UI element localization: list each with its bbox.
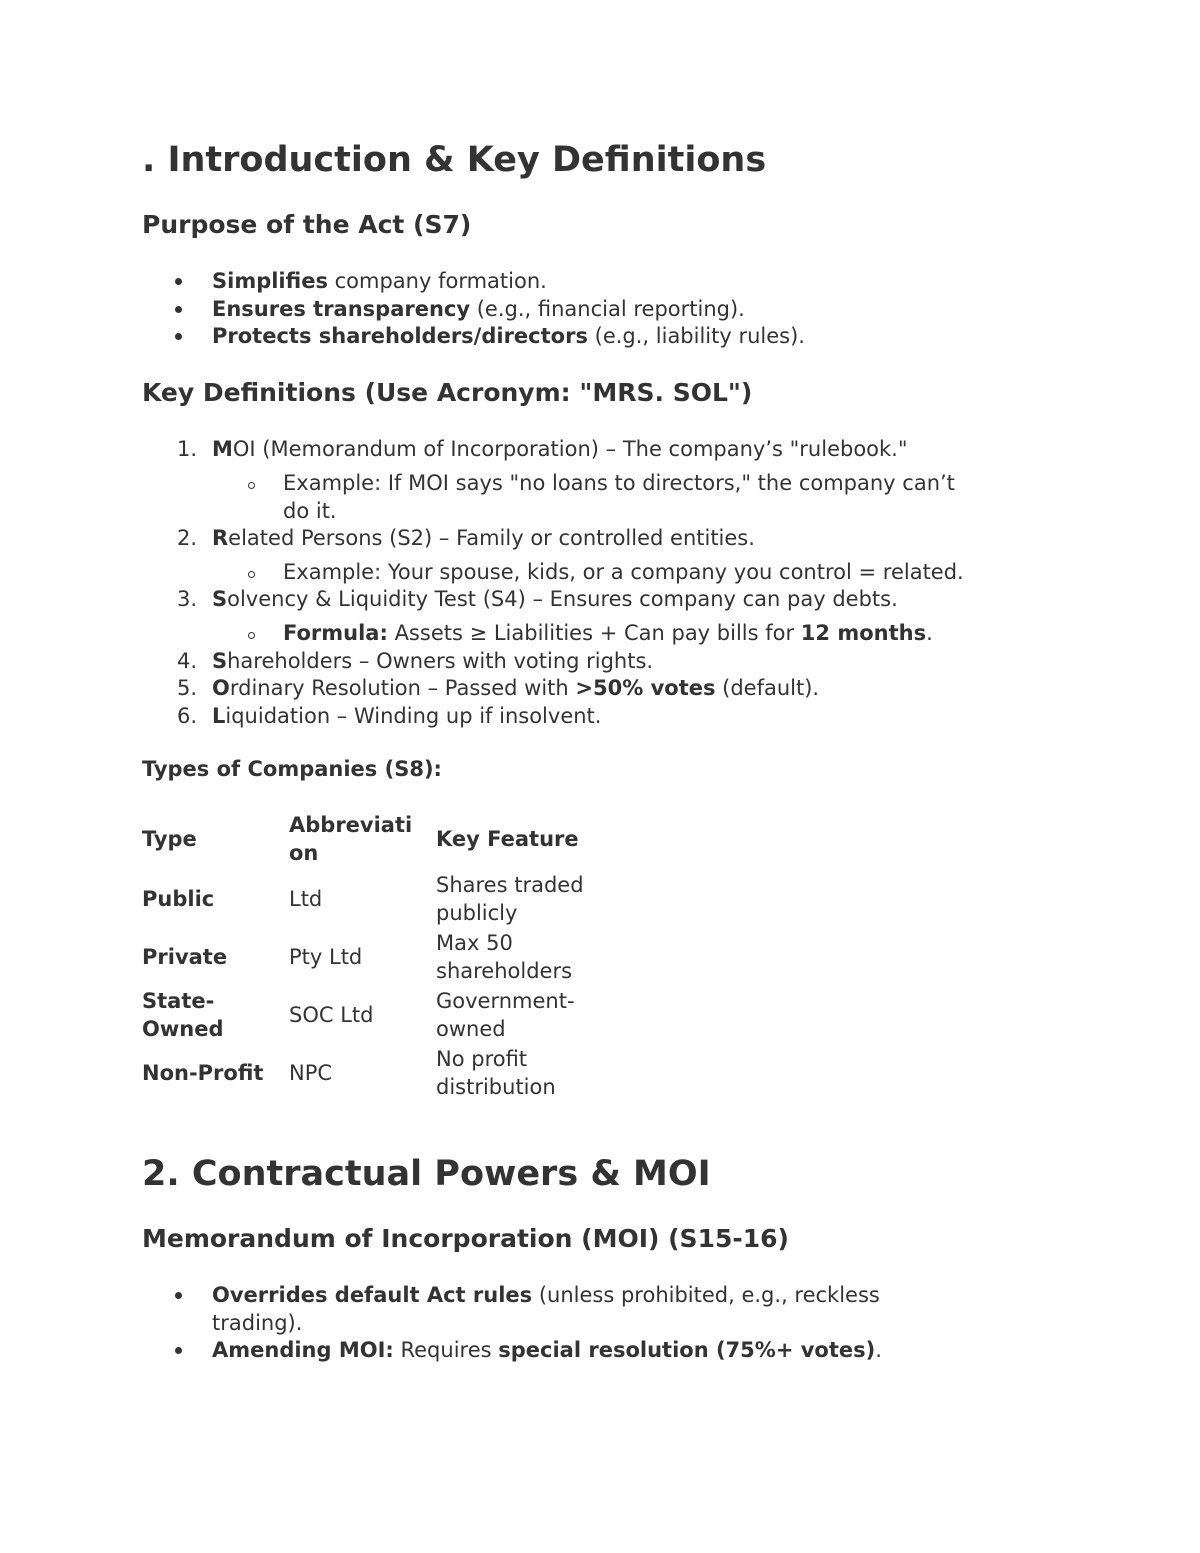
types-heading: Types of Companies (S8): (142, 757, 442, 781)
list-number: 4. (177, 649, 198, 673)
list-item: Liquidation – Winding up if insolvent. (212, 704, 602, 728)
list-number: 2. (177, 526, 198, 550)
bullet-icon (175, 268, 182, 295)
list-subitem: Example: Your spouse, kids, or a company you control = related. (283, 560, 964, 584)
table-cell: State-Owned (142, 989, 224, 1041)
table-cell: SOC Ltd (289, 1003, 374, 1027)
list-number: 1. (177, 437, 198, 461)
list-item: Protects shareholders/directors (e.g., liability rules). (212, 324, 805, 348)
circle-bullet-icon (248, 472, 255, 499)
list-item: Amending MOI: Requires special resolution (75%+ votes). (212, 1338, 882, 1362)
table-cell: Pty Ltd (289, 945, 363, 969)
list-item-cont: trading). (212, 1311, 303, 1335)
bullet-icon (175, 1282, 182, 1309)
company-types-table (142, 808, 616, 1102)
list-number: 3. (177, 587, 198, 611)
table-header-cell: Type (142, 827, 197, 851)
table-cell: Non-Profit (142, 1061, 264, 1085)
list-item: Ensures transparency (e.g., financial reporting). (212, 297, 745, 321)
list-number: 6. (177, 704, 198, 728)
definitions-heading: Key Definitions (Use Acronym: "MRS. SOL") (142, 378, 753, 407)
list-item: Simplifies company formation. (212, 269, 547, 293)
table-row (142, 1044, 616, 1102)
table-cell: Government-owned (436, 989, 575, 1041)
section-2-title: 2. Contractual Powers & MOI (142, 1154, 711, 1194)
circle-bullet-icon (248, 561, 255, 588)
list-item: MOI (Memorandum of Incorporation) – The company’s "rulebook." (212, 437, 908, 461)
list-item: Related Persons (S2) – Family or controlled entities. (212, 526, 755, 550)
list-subitem-cont: do it. (283, 499, 337, 523)
table-cell: Private (142, 945, 228, 969)
table-row (142, 986, 616, 1044)
list-subitem: Formula: Assets ≥ Liabilities + Can pay bills for 12 months. (283, 621, 933, 645)
table-cell: No profit distribution (436, 1047, 556, 1099)
bullet-icon (175, 296, 182, 323)
list-item: Overrides default Act rules (unless prohibited, e.g., reckless (212, 1283, 880, 1307)
list-item: Solvency & Liquidity Test (S4) – Ensures company can pay debts. (212, 587, 898, 611)
list-item: Ordinary Resolution – Passed with >50% votes (default). (212, 676, 820, 700)
bullet-icon (175, 1337, 182, 1364)
table-row (142, 928, 616, 986)
table-cell: Max 50 shareholders (436, 931, 573, 983)
list-subitem: Example: If MOI says "no loans to directors," the company can’t (283, 471, 955, 495)
table-cell: NPC (289, 1061, 333, 1085)
table-cell: Public (142, 887, 215, 911)
table-header-cell: Abbreviati on (289, 813, 413, 865)
list-number: 5. (177, 676, 198, 700)
table-row (142, 870, 616, 928)
table-header-cell: Key Feature (436, 827, 579, 851)
list-item: Shareholders – Owners with voting rights. (212, 649, 654, 673)
table-cell: Ltd (289, 887, 323, 911)
section-1-title: . Introduction & Key Definitions (142, 140, 767, 180)
moi-heading: Memorandum of Incorporation (MOI) (S15-16) (142, 1224, 789, 1253)
bullet-icon (175, 323, 182, 350)
purpose-heading: Purpose of the Act (S7) (142, 210, 472, 239)
circle-bullet-icon (248, 622, 255, 649)
table-header-row (142, 808, 616, 870)
table-cell: Shares traded publicly (436, 873, 584, 925)
